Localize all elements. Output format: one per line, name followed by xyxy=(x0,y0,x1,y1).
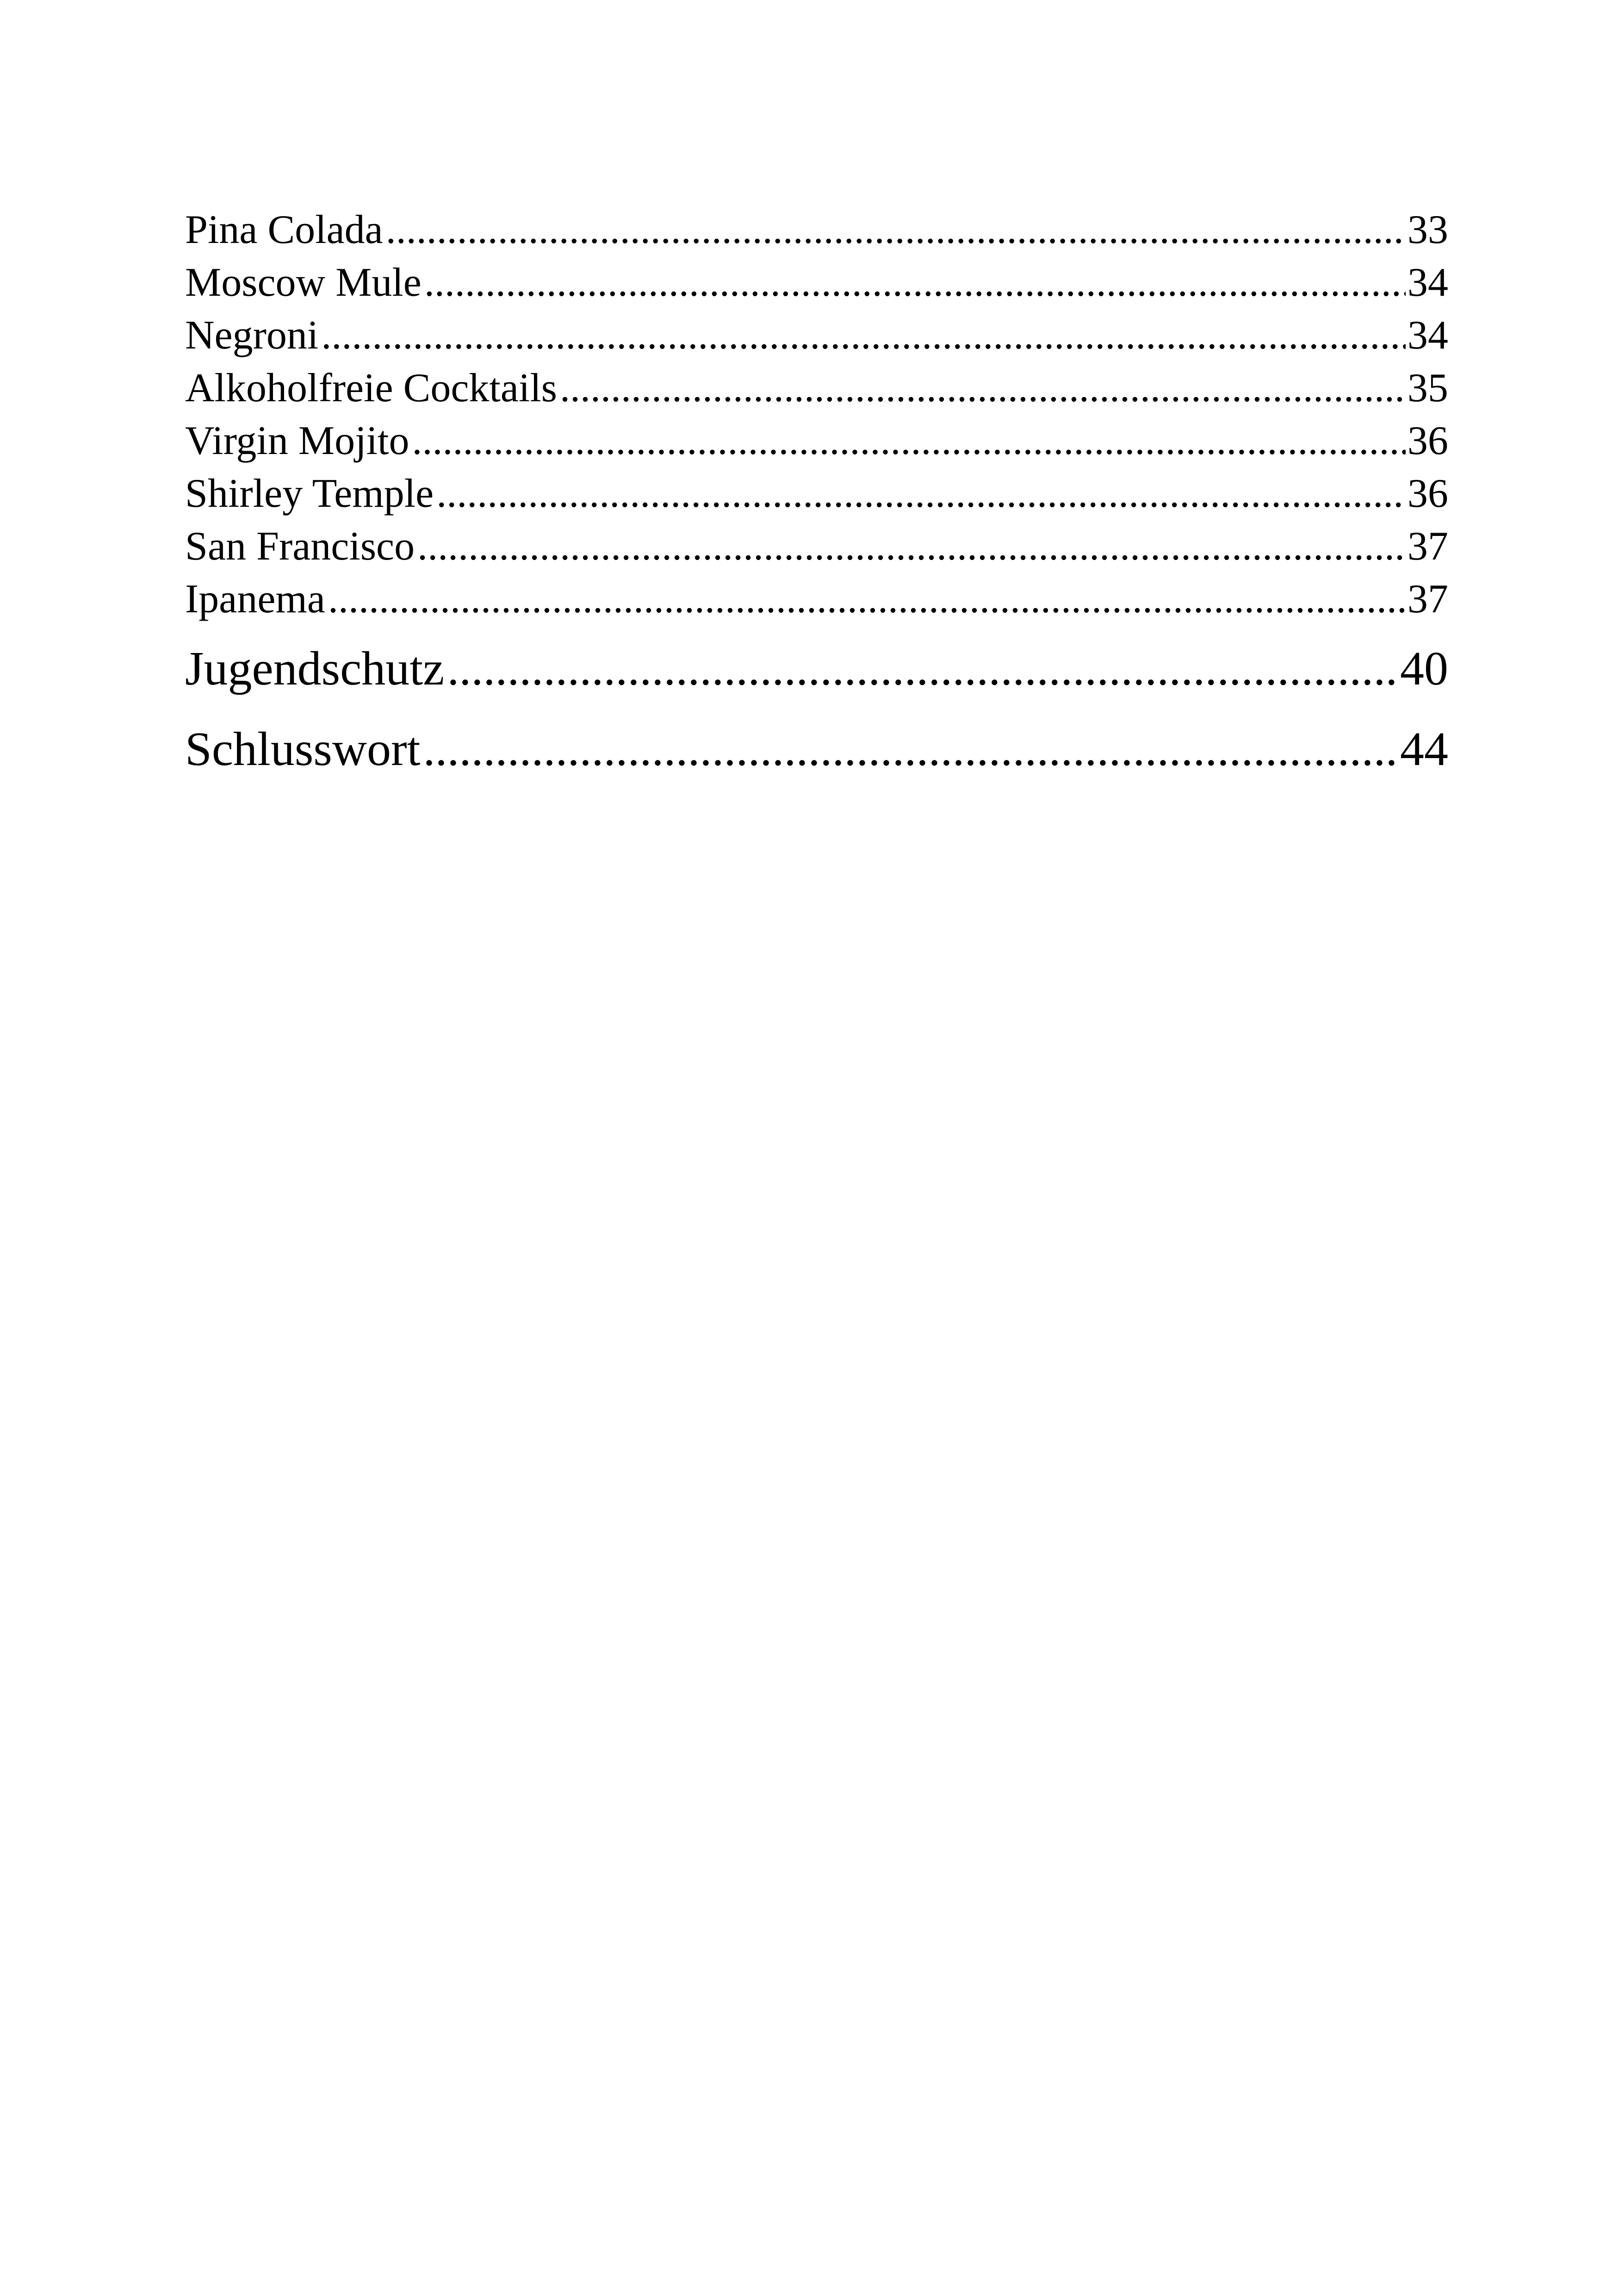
toc-entry-jugendschutz[interactable] xyxy=(185,628,1448,709)
toc-entry-alkoholfreie-cocktails[interactable] xyxy=(185,362,1448,415)
toc-entry-page: 44 xyxy=(1400,722,1448,776)
dot-leader xyxy=(447,628,1398,709)
toc-entry-page: 35 xyxy=(1407,366,1448,411)
toc-entry-virgin-mojito[interactable] xyxy=(185,415,1448,467)
dot-leader xyxy=(424,256,1406,309)
table-of-contents xyxy=(185,204,1448,790)
toc-entry-schlusswort[interactable] xyxy=(185,709,1448,790)
toc-entry-page: 34 xyxy=(1407,313,1448,358)
toc-entry-title: Negroni xyxy=(185,313,319,358)
toc-entry-pina-colada[interactable] xyxy=(185,204,1448,256)
dot-leader xyxy=(386,204,1406,256)
toc-entry-title: Pina Colada xyxy=(185,207,383,252)
dot-leader xyxy=(321,309,1406,362)
dot-leader xyxy=(560,362,1406,415)
dot-leader xyxy=(328,573,1406,626)
toc-entry-page: 36 xyxy=(1407,418,1448,463)
toc-entry-page: 40 xyxy=(1400,642,1448,695)
toc-entry-negroni[interactable] xyxy=(185,309,1448,362)
toc-entry-title: Jugendschutz xyxy=(185,642,445,695)
toc-entry-title: Alkoholfreie Cocktails xyxy=(185,366,558,411)
toc-entry-title: Shirley Temple xyxy=(185,471,434,516)
toc-entry-title: Moscow Mule xyxy=(185,260,422,305)
toc-entry-ipanema[interactable] xyxy=(185,573,1448,626)
toc-entry-title: San Francisco xyxy=(185,524,415,569)
dot-leader xyxy=(436,467,1406,520)
toc-entry-moscow-mule[interactable] xyxy=(185,256,1448,309)
dot-leader xyxy=(412,415,1406,467)
toc-entry-page: 34 xyxy=(1407,260,1448,305)
toc-entry-title: Schlusswort xyxy=(185,722,421,776)
toc-entry-page: 37 xyxy=(1407,524,1448,569)
toc-entry-title: Ipanema xyxy=(185,577,325,622)
toc-entry-san-francisco[interactable] xyxy=(185,520,1448,573)
dot-leader xyxy=(423,709,1398,790)
toc-entry-page: 33 xyxy=(1407,207,1448,252)
toc-entry-page: 36 xyxy=(1407,471,1448,516)
toc-entry-title: Virgin Mojito xyxy=(185,418,409,463)
toc-entry-shirley-temple[interactable] xyxy=(185,467,1448,520)
toc-entry-page: 37 xyxy=(1407,577,1448,622)
dot-leader xyxy=(417,520,1406,573)
